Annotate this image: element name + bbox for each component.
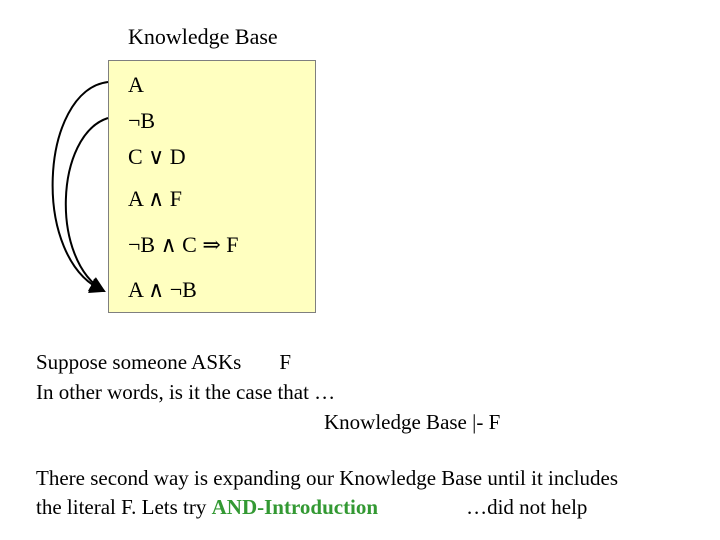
expand-line-2 (36, 495, 587, 520)
ask-query: F (279, 350, 292, 374)
kb-formula-not-b: ¬B (128, 108, 156, 133)
kb-formula-a-and-f: A ∧ F (128, 186, 183, 211)
kb-title: Knowledge Base (128, 24, 278, 49)
kb-formula-implication: ¬B ∧ C ⇒ F (128, 232, 239, 257)
result-text: …did not help (466, 495, 588, 519)
rule-name: AND-Introduction (211, 495, 379, 519)
in-other-words-line: In other words, is it the case that … (36, 380, 336, 404)
expand-line-2-prefix: the literal F. Lets try (36, 495, 212, 519)
arrow-from-not-b (66, 118, 108, 291)
kb-formula-a-and-not-b: A ∧ ¬B (128, 277, 197, 302)
kb-formula-a: A (128, 72, 144, 97)
expand-line-1: There second way is expanding our Knowledge Base until it includes (36, 466, 619, 490)
entailment-line: Knowledge Base |- F (324, 410, 501, 434)
kb-formula-c-or-d: C ∨ D (128, 144, 186, 169)
ask-line (36, 350, 291, 375)
arrow-from-a (53, 82, 108, 291)
ask-prefix: Suppose someone ASKs (36, 350, 242, 374)
